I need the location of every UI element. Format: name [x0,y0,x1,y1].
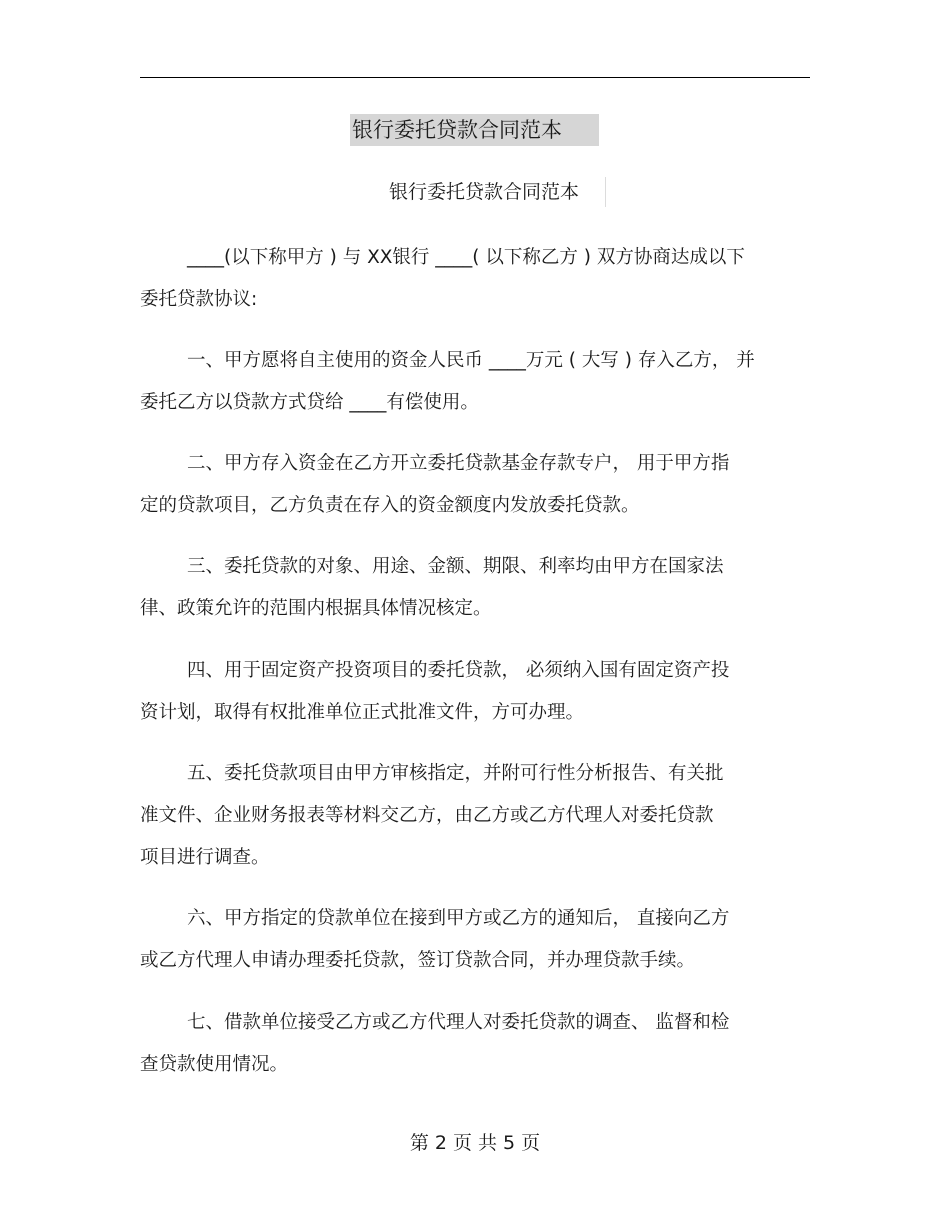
paragraph-clause-6 [140,898,812,982]
paragraph-line: 二、甲方存入资金在乙方开立委托贷款基金存款专户， 用于甲方指 [187,453,730,474]
paragraph-line: 律、政策允许的范围内根据具体情况核定。 [140,598,492,619]
page-number: 第 2 页 共 5 页 [409,1132,541,1154]
paragraph-line: 或乙方代理人申请办理委托贷款，签订贷款合同，并办理贷款手续。 [140,950,696,971]
paragraph-line: 查贷款使用情况。 [140,1054,289,1075]
paragraph-clause-3 [140,546,812,630]
paragraph-line: 七、借款单位接受乙方或乙方代理人对委托贷款的调查、 监督和检 [187,1012,730,1033]
document-subtitle: 银行委托贷款合同范本 [389,177,606,207]
paragraph-intro [140,237,812,321]
paragraph-line: 四、用于固定资产投资项目的委托贷款， 必须纳入国有固定资产投 [187,660,730,681]
paragraph-clause-1 [140,340,812,424]
document-title: 银行委托贷款合同范本 [350,114,599,146]
paragraph-line: 三、委托贷款的对象、用途、金额、期限、利率均由甲方在国家法 [187,556,724,577]
paragraph-line: ____(以下称甲方 ) 与 XX银行 ____( 以下称乙方 ) 双方协商达成以下 [187,247,745,268]
paragraph-line: 委托贷款协议: [140,289,258,310]
paragraph-clause-2 [140,443,812,527]
paragraph-line: 一、甲方愿将自主使用的资金人民币 ____万元 ( 大写 ) 存入乙方， 并 [187,350,755,371]
paragraph-line: 准文件、企业财务报表等材料交乙方，由乙方或乙方代理人对委托贷款 [140,805,714,826]
paragraph-line: 委托乙方以贷款方式贷给 ____有偿使用。 [140,392,479,413]
paragraph-line: 资计划，取得有权批准单位正式批准文件，方可办理。 [140,702,585,723]
paragraph-clause-5 [140,753,812,879]
paragraph-line: 项目进行调查。 [140,847,270,868]
header-rule [140,77,810,78]
paragraph-line: 六、甲方指定的贷款单位在接到甲方或乙方的通知后， 直接向乙方 [187,908,730,929]
paragraph-line: 五、委托贷款项目由甲方审核指定，并附可行性分析报告、有关批 [187,763,724,784]
paragraph-clause-4 [140,650,812,734]
paragraph-clause-7 [140,1002,812,1086]
paragraph-line: 定的贷款项目，乙方负责在存入的资金额度内发放委托贷款。 [140,495,640,516]
